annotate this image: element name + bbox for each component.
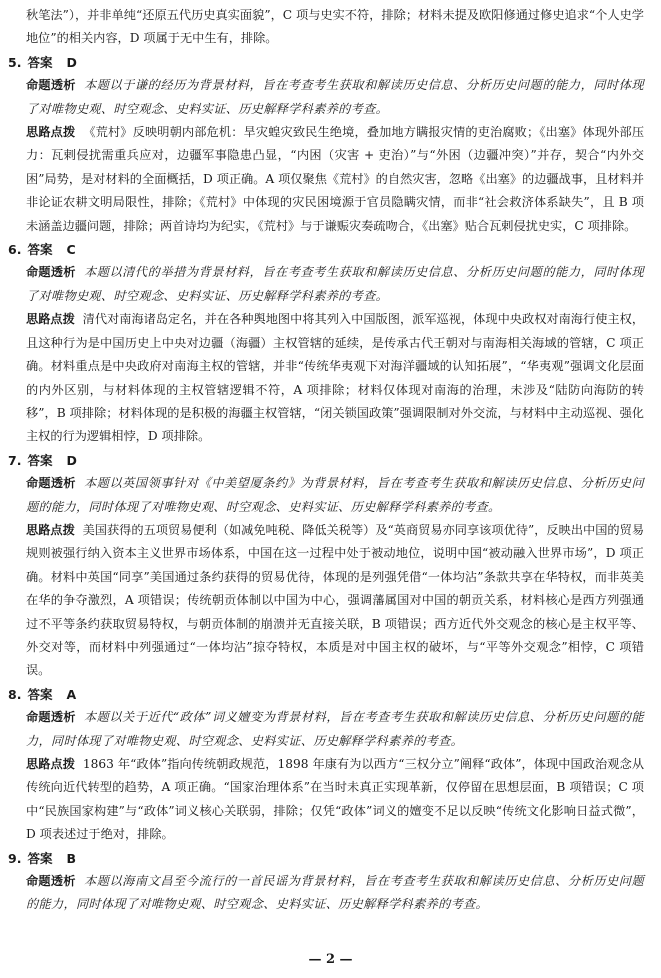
analysis-paragraph: [26, 308, 644, 448]
answer-letter: A: [66, 686, 77, 702]
intent-paragraph: [26, 261, 644, 308]
answer-line: [8, 51, 648, 74]
analysis-text: 美国获得的五项贸易便利（如减免吨税、降低关税等）及“英商贸易亦同享该项优待”，反映出中国的贸易规则被强行纳入资本主义世界市场体系，中国在这一过程中处于被动地位，说明中国“被动融入世界市场”，D 项正确。材料中英国“同享”美国通过条约获得的贸易优待，体现的是列强凭借“一体均沾”条款共享在华特权，而非英美在华的争夺激烈，A 项错误；传统朝贡体制以中国为中心，强调藩属国对中国的朝贡关系，材料核心是西方列强通过不平等条约获取贸易特权，与朝贡体制的崩溃并无直接关联，B 项错误；西方近代外交观念的核心是主权平等、外交对等，而材料中列强通过“一体均沾”掠夺特权，本质是对中国主权的破坏，与“平等外交观念”相悖，C 项错误。: [26, 522, 645, 678]
question-number: 6.: [8, 242, 22, 258]
intent-paragraph: [26, 706, 644, 753]
intent-label: 命题透析: [26, 476, 76, 491]
question-number: 7.: [8, 452, 22, 468]
analysis-label: 思路点拨: [26, 312, 75, 327]
answer-line: [8, 449, 648, 472]
answer-label: 答案: [27, 452, 53, 468]
answer-letter: B: [66, 850, 76, 866]
question-6: [8, 238, 648, 449]
intent-label: 命题透析: [26, 265, 76, 280]
answer-line: [8, 238, 648, 261]
intent-text: 本题以关于近代“政体”词义嬗变为背景材料，旨在考查考生获取和解读历史信息、分析历史问题的能力，同时体现了对唯物史观、时空观念、史料实证、历史解释学科素养的考查。: [26, 710, 645, 748]
intent-label: 命题透析: [26, 874, 76, 889]
analysis-paragraph: [26, 519, 644, 683]
answer-label: 答案: [27, 850, 53, 866]
answer-letter: D: [66, 452, 77, 468]
answer-label: 答案: [27, 686, 53, 702]
intent-paragraph: [26, 870, 644, 917]
answer-line: [8, 847, 648, 870]
intent-label: 命题透析: [26, 78, 76, 93]
analysis-text: 1863 年“政体”指向传统朝政规范，1898 年康有为以西方“三权分立”阐释“政体”，体现中国政治观念从传统向近代转型的趋势，A 项正确。“国家治理体系”在当时未真正实现革新，仅停留在思想层面，B 项错误；C 项中“民族国家构建”与“政体”词义核心关联弱，排除；仅凭“政体”词义的嬗变不足以反映“传统文化影响日益式微”，D 项表述过于绝对，排除。: [26, 757, 645, 842]
question-number: 8.: [8, 686, 22, 702]
answer-line: [8, 683, 648, 706]
analysis-text: 清代对南海诸岛定名，并在各种舆地图中将其列入中国版图，派军巡视，体现中央政权对南海行使主权，且这种行为是中国历史上中央对边疆（海疆）主权管辖的延续，是传承古代王朝对与南海相关海域的管辖，C 项正确。材料重点是中央政府对南海主权的管辖，并非“传统华夷观下对海洋疆域的认知拓展”，“华夷观”强调文化层面的内外区别，与材料体现的主权管辖逻辑不符，A 项排除；材料仅体现对南海的治理，未涉及“陆防向海防的转移”，B 项排除；材料体现的是积极的海疆主权管辖，“闭关锁国政策”强调限制对外交流，与材料中主动巡视、强化主权的行为逻辑相悖，D 项排除。: [26, 312, 645, 444]
analysis-label: 思路点拨: [26, 757, 76, 771]
answer-label: 答案: [27, 54, 53, 70]
question-9: [8, 847, 648, 917]
analysis-paragraph: [26, 121, 644, 238]
intent-text: 本题以清代的举措为背景材料，旨在考查考生获取和解读历史信息、分析历史问题的能力，同时体现了对唯物史观、时空观念、史料实证、历史解释学科素养的考查。: [26, 265, 645, 303]
question-8: [8, 683, 648, 847]
page-content: [8, 4, 648, 917]
analysis-label: 思路点拨: [26, 522, 75, 537]
question-number: 9.: [8, 850, 22, 866]
analysis-text: 《荒村》反映明朝内部危机：旱灾蝗灾致民生绝境，叠加地方瞒报灾情的吏治腐败；《出塞》体现外部压力：瓦剌侵扰需重兵应对，边疆军事隐患凸显，“内困（灾害 + 吏治）”与“外困（边疆冲突）”并存，契合“内外交困”局势，是对材料的全面概括，D 项正确。A 项仅聚焦《荒村》的自然灾害，忽略《出塞》的边疆战事，且材料并非论证农耕文明局限性，排除；《荒村》中体现的灾民困境源于官员隐瞒灾情，而非“社会救济体系缺失”，且 B 项未涵盖边疆问题，排除；两首诗均为纪实，《荒村》与于谦赈灾奏疏吻合，《出塞》贴合瓦剌侵扰史实，C 项排除。: [26, 125, 645, 233]
intent-text: 本题以海南文昌至今流行的一首民谣为背景材料，旨在考查考生获取和解读历史信息、分析历史问题的能力，同时体现了对唯物史观、时空观念、史料实证、历史解释学科素养的考查。: [26, 874, 645, 912]
analysis-paragraph: [26, 753, 644, 847]
intent-paragraph: [26, 472, 644, 519]
intent-label: 命题透析: [26, 710, 76, 725]
question-7: [8, 449, 648, 683]
intent-text: 本题以英国领事针对《中美望厦条约》为背景材料，旨在考查考生获取和解读历史信息、分析历史问题的能力，同时体现了对唯物史观、时空观念、史料实证、历史解释学科素养的考查。: [26, 476, 645, 514]
analysis-label: 思路点拨: [26, 125, 76, 140]
question-5: [8, 51, 648, 238]
intent-paragraph: [26, 74, 644, 121]
question-number: 5.: [8, 54, 22, 70]
page-number: — 2 —: [308, 952, 353, 967]
intent-text: 本题以于谦的经历为背景材料，旨在考查考生获取和解读历史信息、分析历史问题的能力，同时体现了对唯物史观、时空观念、史料实证、历史解释学科素养的考查。: [26, 78, 645, 116]
answer-letter: C: [66, 242, 76, 258]
answer-letter: D: [66, 54, 77, 70]
answer-label: 答案: [27, 242, 53, 258]
continuation-paragraph: 秋笔法”），并非单纯“还原五代历史真实面貌”，C 项与史实不符，排除；材料未提及欧阳修通过修史追求“个人史学地位”的相关内容，D 项属于无中生有，排除。: [26, 8, 644, 46]
